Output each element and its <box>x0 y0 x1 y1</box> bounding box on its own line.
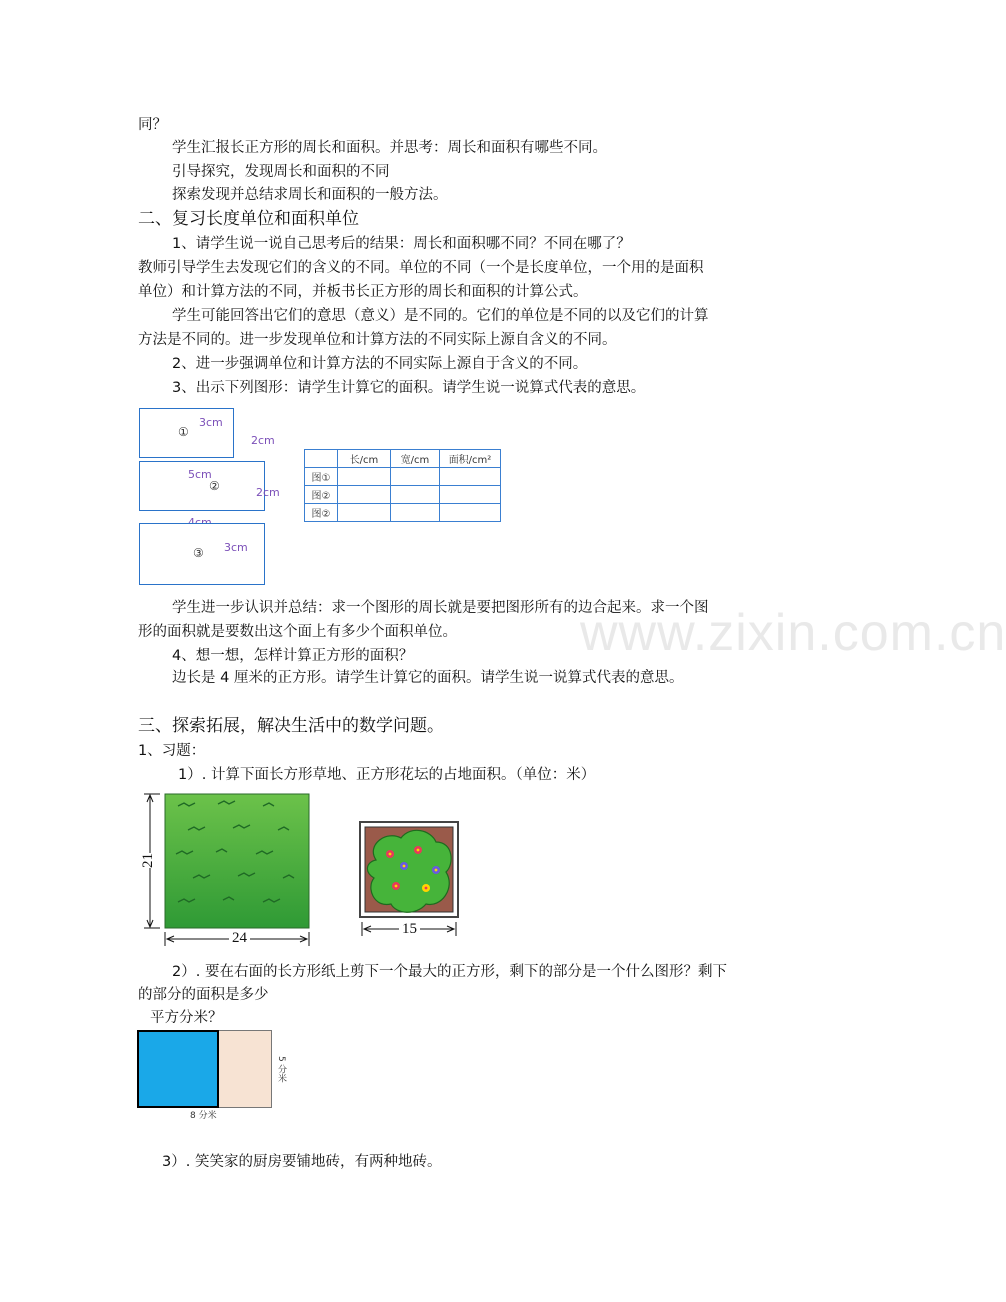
cut-square <box>137 1030 219 1108</box>
text-line: 平方分米？ <box>150 1010 223 1026</box>
text-line: 方法是不同的。进一步发现单位和计算方法的不同实际上源自含义的不同。 <box>138 332 617 348</box>
table-header: 宽/cm <box>391 450 440 468</box>
paper-height-label: 5 分米 <box>276 1056 286 1083</box>
table-cell: 图① <box>305 468 338 486</box>
text-line: 探索发现并总结求周长和面积的一般方法。 <box>172 187 448 203</box>
lawn-height-label: 21 <box>140 853 156 868</box>
text-line: 形的面积就是要数出这个面上有多少个面积单位。 <box>138 624 457 640</box>
table-header <box>305 450 338 468</box>
text-line: 边长是 4 厘米的正方形。请学生计算它的面积。请学生说一说算式代表的意思。 <box>172 670 684 686</box>
text-line: 4、想一想，怎样计算正方形的面积？ <box>172 648 414 664</box>
figure-number: ② <box>209 479 220 493</box>
section-heading: 三、探索拓展，解决生活中的数学问题。 <box>138 716 444 736</box>
grass-rect <box>165 794 309 928</box>
table-cell: 图② <box>305 504 338 522</box>
watermark: www.zixin.com.cn <box>580 604 1006 662</box>
figure-number: ① <box>178 425 189 439</box>
text-line: 的部分的面积是多少 <box>138 987 269 1003</box>
table-cell: 图② <box>305 486 338 504</box>
table-row <box>305 504 501 522</box>
dimension-label: 3cm <box>224 541 248 554</box>
text-line: 教师引导学生去发现它们的含义的不同。单位的不同（一个是长度单位，一个用的是面积 <box>138 260 704 276</box>
table-header-row <box>305 450 501 468</box>
dimension-label: 2cm <box>251 434 275 447</box>
text-line: 3）. 笑笑家的厨房要铺地砖，有两种地砖。 <box>162 1154 442 1170</box>
dimension-label: 5cm <box>188 468 212 481</box>
text-line: 引导探究，发现周长和面积的不同 <box>172 164 390 180</box>
dimension-label: 3cm <box>199 416 223 429</box>
section-heading: 二、复习长度单位和面积单位 <box>138 209 359 229</box>
text-line: 单位）和计算方法的不同，并板书长正方形的周长和面积的计算公式。 <box>138 284 588 300</box>
text-line: 学生进一步认识并总结：求一个图形的周长就是要把图形所有的边合起来。求一个图 <box>172 600 709 616</box>
text-line: 学生汇报长正方形的周长和面积。并思考：周长和面积有哪些不同。 <box>172 140 607 156</box>
table-header: 面积/cm² <box>440 450 501 468</box>
flowerbed-side-label: 15 <box>399 921 420 938</box>
table-header: 长/cm <box>338 450 391 468</box>
area-table <box>304 449 501 522</box>
paper-width-label: 8 分米 <box>190 1111 217 1121</box>
lawn-width-label: 24 <box>229 930 250 947</box>
text-line: 同？ <box>138 117 167 133</box>
figure-number: ③ <box>193 546 204 560</box>
text-line: 2）. 要在右面的长方形纸上剪下一个最大的正方形，剩下的部分是一个什么图形？剩下 <box>172 964 727 980</box>
dimension-label: 2cm <box>256 486 280 499</box>
text-line: 学生可能回答出它们的意思（意义）是不同的。它们的单位是不同的以及它们的计算 <box>172 308 709 324</box>
table-row <box>305 468 501 486</box>
text-line: 1、习题： <box>138 743 206 759</box>
text-line: 3、出示下列图形：请学生计算它的面积。请学生说一说算式代表的意思。 <box>172 380 646 396</box>
text-line: 1、请学生说一说自己思考后的结果：周长和面积哪不同？不同在哪了？ <box>172 236 631 252</box>
lawn-figure <box>138 790 318 950</box>
table-row <box>305 486 501 504</box>
text-line: 2、进一步强调单位和计算方法的不同实际上源自于含义的不同。 <box>172 356 588 372</box>
text-line: 1）. 计算下面长方形草地、正方形花坛的占地面积。（单位：米） <box>178 767 596 783</box>
